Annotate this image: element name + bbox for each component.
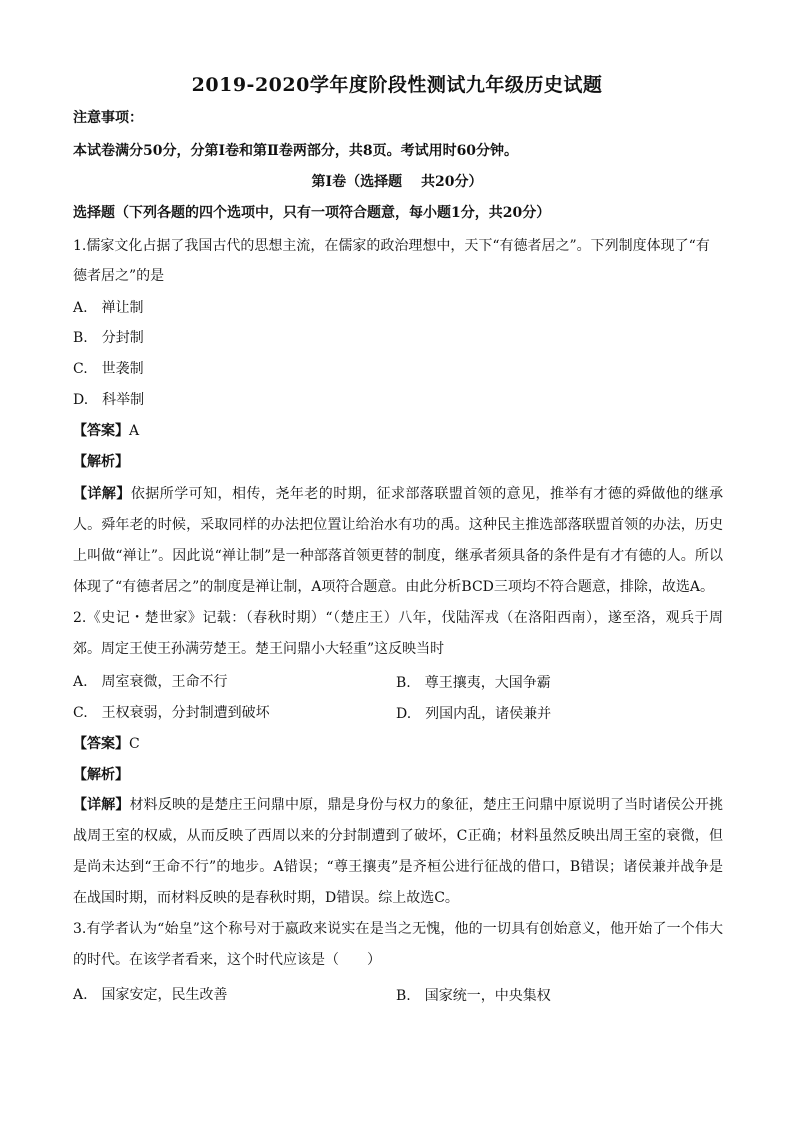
q3-option-b: B. 国家统一，中央集权 <box>396 988 551 1004</box>
q2-detail <box>73 790 723 914</box>
q1-detail <box>73 479 723 603</box>
q2-option-b: B. 尊王攘夷，大国争霸 <box>396 675 551 691</box>
answer-value: A <box>129 423 140 439</box>
detail-tag: 【详解】 <box>73 797 130 813</box>
q2-stem: 2.《史记・楚世家》记载：（春秋时期）“（楚庄王）八年，伐陆浑戎（在洛阳西南），遂至洛，观兵于周郊。周定王使王孙满劳楚王。楚王问鼎小大轻重”这反映当时 <box>73 610 723 657</box>
q1-option-c: C. 世袭制 <box>73 361 144 377</box>
q1-stem-line1: 1.儒家文化占据了我国古代的思想主流，在儒家的政治理想中，天下“有德者居之”。下列制度体现了“有 <box>73 238 710 254</box>
notice-heading: 注意事项： <box>73 110 143 126</box>
q2-option-d: D. 列国内乱，诸侯兼并 <box>396 706 552 722</box>
q1-stem-line2: 德者居之”的是 <box>73 268 165 284</box>
q2-analysis-tag: 【解析】 <box>73 767 129 783</box>
answer-value: C <box>129 736 140 752</box>
detail-tag: 【详解】 <box>73 486 131 502</box>
answer-tag: 【答案】 <box>73 423 129 439</box>
q3-stem: 3.有学者认为“始皇”这个称号对于嬴政来说实在是当之无愧，他的一切具有创始意义，他开始了一个伟大的时代。在该学者看来，这个时代应该是（ ） <box>73 921 723 968</box>
q3-option-a: A. 国家安定，民生改善 <box>73 987 228 1003</box>
detail-text: 材料反映的是楚庄王问鼎中原，鼎是身份与权力的象征，楚庄王问鼎中原说明了当时诸侯公开挑战周王室的权威，从而反映了西周以来的分封制遭到了破坏，C正确；材料虽然反映出周王室的衰微，但是尚未达到“王命不行”的地步。A错误；“尊王攘夷”是齐桓公进行征战的借口，B错误；诸侯兼并战争是在战国时期，而材料反映的是春秋时期，D错误。综上故选C。 <box>73 797 724 906</box>
q2-answer <box>73 734 733 754</box>
answer-tag: 【答案】 <box>73 736 129 752</box>
q1-option-b: B. 分封制 <box>73 330 144 346</box>
notice-body: 本试卷满分50分，分第Ⅰ卷和第Ⅱ卷两部分，共8页。考试用时60分钟。 <box>73 143 519 159</box>
q1-option-a: A. 禅让制 <box>73 300 144 316</box>
q1-answer <box>73 421 733 441</box>
section-heading: 第Ⅰ卷（选择题 共20分） <box>311 174 483 190</box>
q2-option-c: C. 王权衰弱，分封制遭到破坏 <box>73 705 270 721</box>
page-title: 2019-2020学年度阶段性测试九年级历史试题 <box>191 74 603 96</box>
q1-option-d: D. 科举制 <box>73 392 145 408</box>
q2-option-a: A. 周室衰微，王命不行 <box>73 674 228 690</box>
detail-text: 依据所学可知，相传，尧年老的时期，征求部落联盟首领的意见，推举有才德的舜做他的继承人。舜年老的时候，采取同样的办法把位置让给治水有功的禹。这种民主推选部落联盟首领的办法，历史上叫做“禅让”。因此说“禅让制”是一种部落首领更替的制度，继承者须具备的条件是有才有德的人。所以体现了“有德者居之”的制度是禅让制，A项符合题意。由此分析BCD三项均不符合题意，排除，故选A。 <box>73 486 724 595</box>
section-instructions: 选择题（下列各题的四个选项中，只有一项符合题意，每小题1分，共20分） <box>73 205 551 221</box>
q1-analysis-tag: 【解析】 <box>73 454 129 470</box>
